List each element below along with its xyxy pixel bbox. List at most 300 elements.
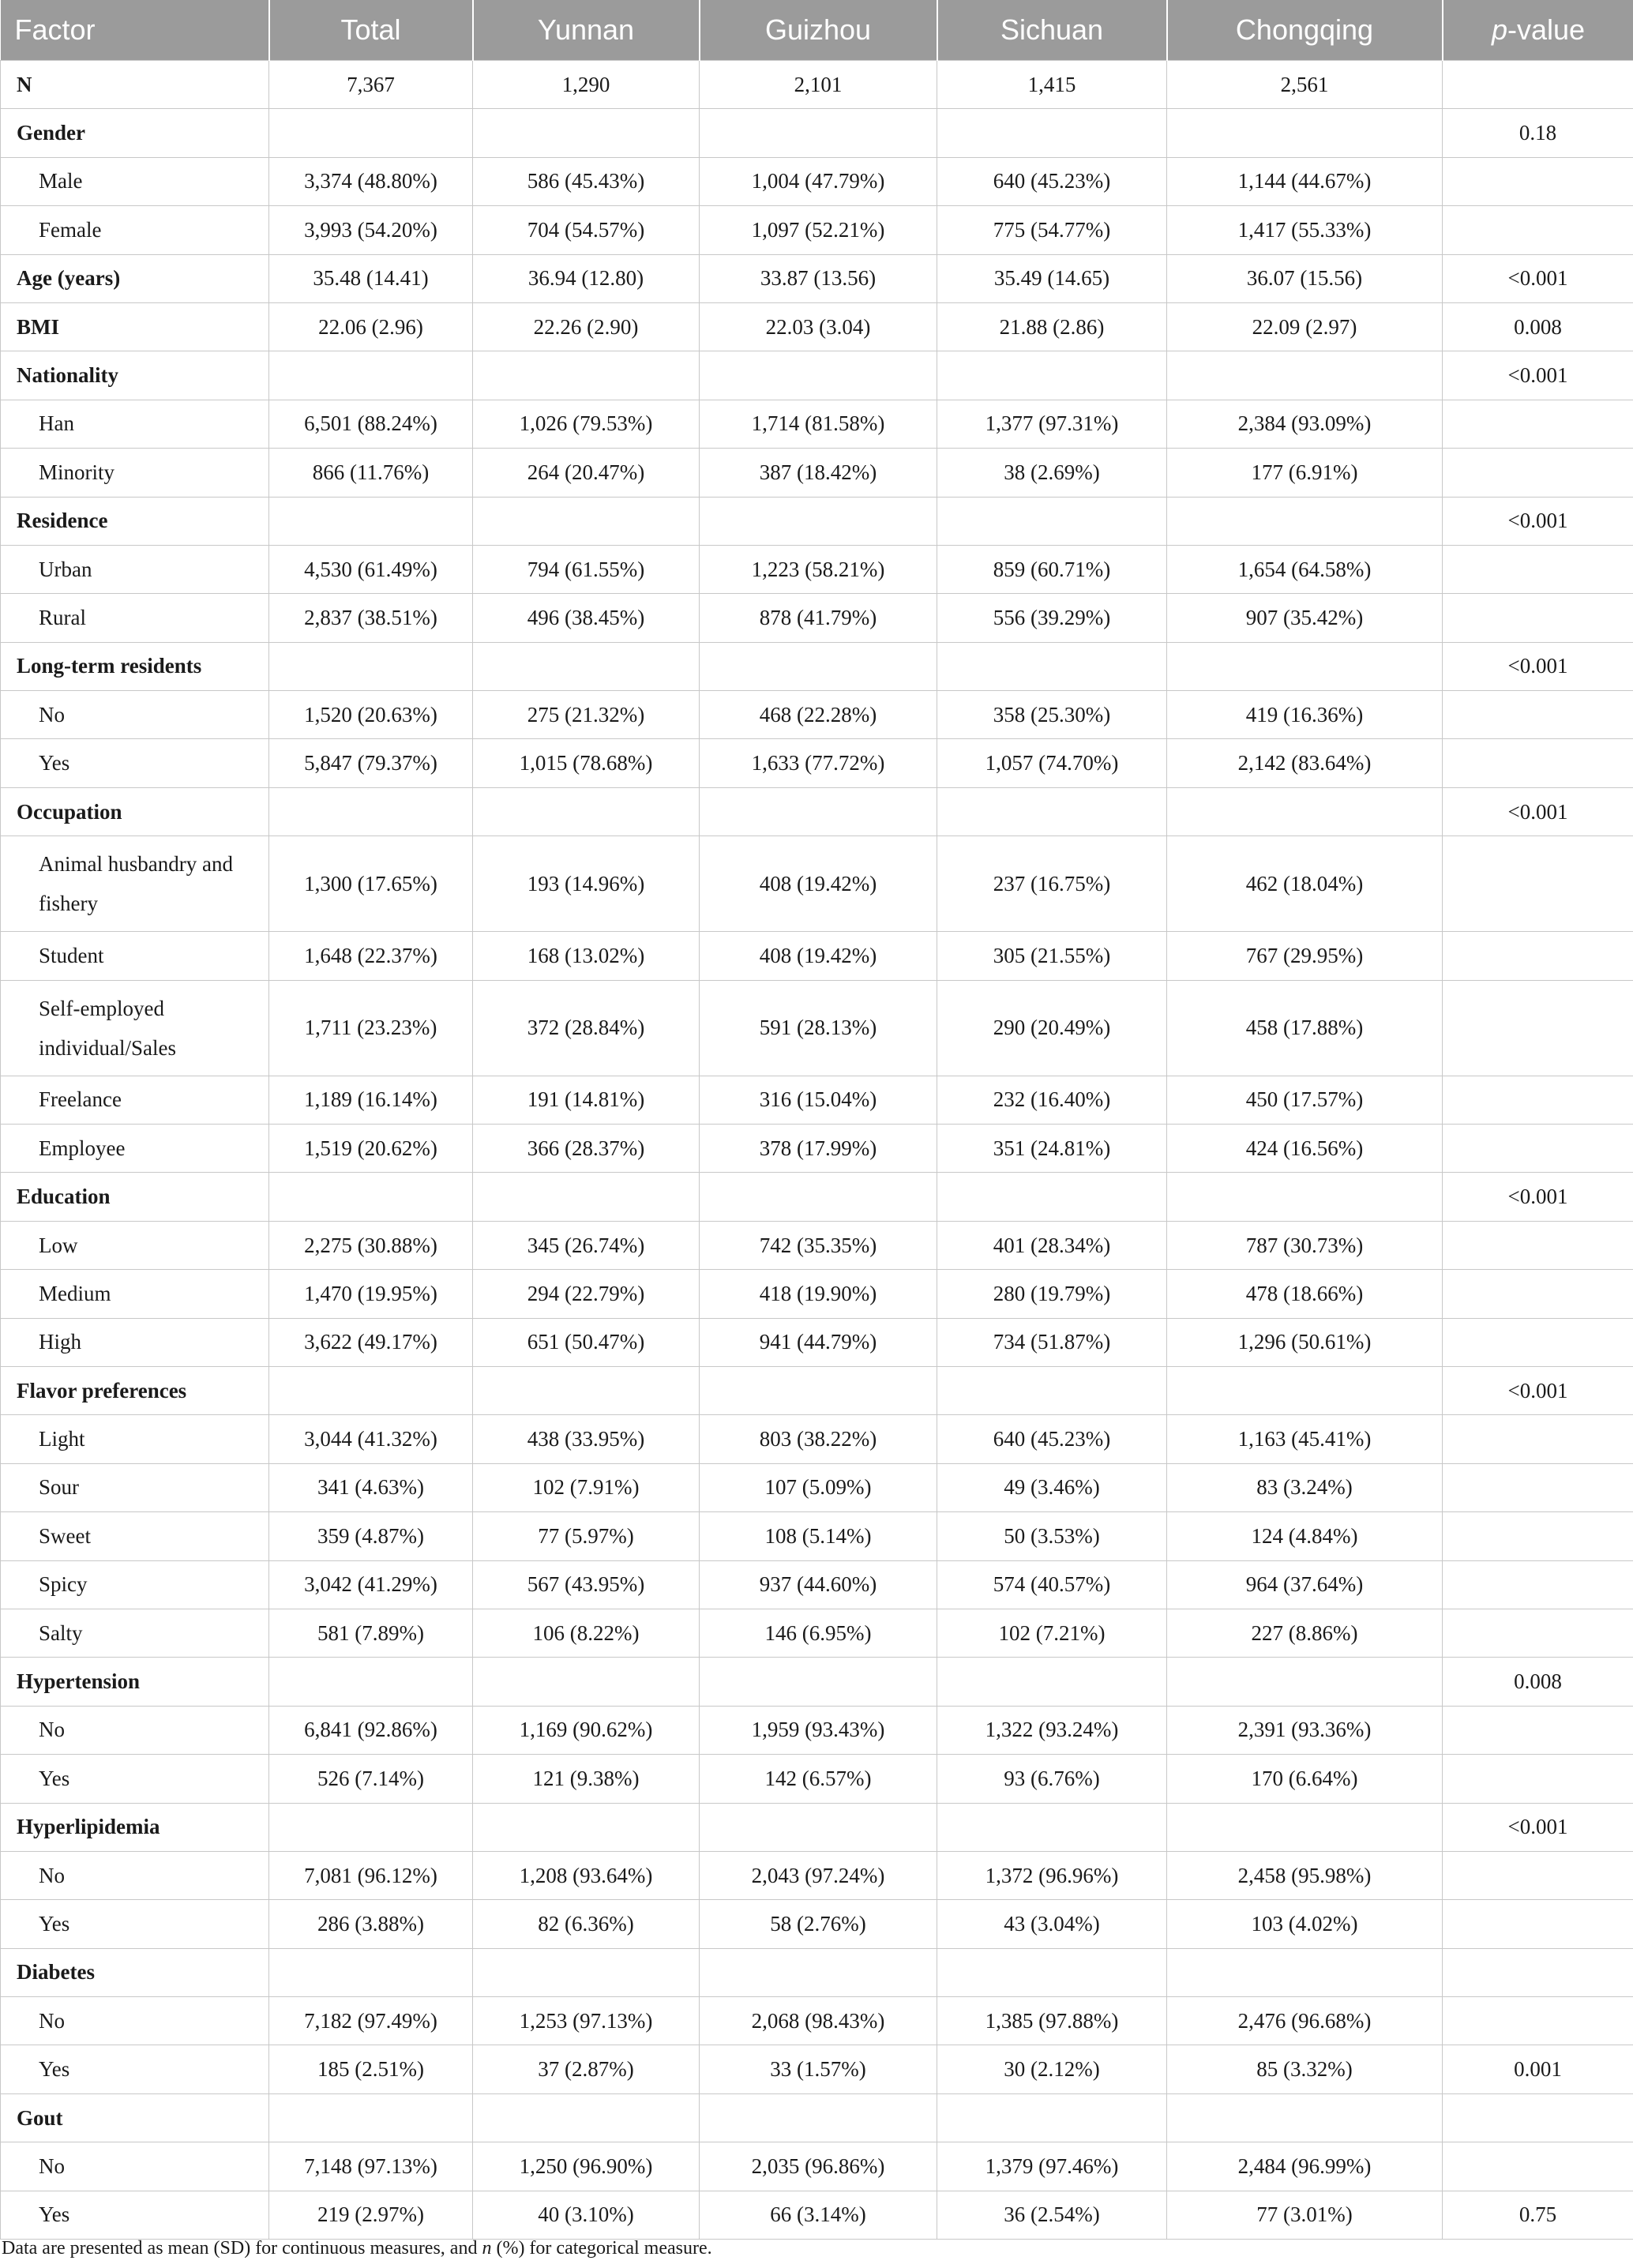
cell-sichuan [937, 1803, 1167, 1851]
table-body [1, 61, 1633, 2240]
header-pvalue [1443, 0, 1633, 61]
cell-pvalue [1443, 1463, 1633, 1511]
cell-sichuan: 93 (6.76%) [937, 1755, 1167, 1803]
cell-total [269, 1366, 473, 1414]
row-label: Student [1, 932, 269, 980]
cell-pvalue: <0.001 [1443, 787, 1633, 835]
cell-yunnan [473, 1366, 700, 1414]
row-label: Female [1, 206, 269, 254]
cell-sichuan [937, 1948, 1167, 1996]
row-label: N [1, 61, 269, 109]
cell-sichuan: 50 (3.53%) [937, 1512, 1167, 1560]
cell-yunnan: 36.94 (12.80) [473, 254, 700, 302]
table-row [1, 932, 1633, 980]
cell-chongqing: 124 (4.84%) [1167, 1512, 1443, 1560]
header-factor: Factor [1, 0, 269, 61]
cell-total: 3,374 (48.80%) [269, 157, 473, 205]
cell-pvalue [1443, 61, 1633, 109]
header-total: Total [269, 0, 473, 61]
cell-guizhou [700, 1173, 937, 1221]
cell-chongqing [1167, 2093, 1443, 2142]
cell-yunnan [473, 351, 700, 400]
cell-total [269, 1803, 473, 1851]
table-row [1, 1463, 1633, 1511]
cell-chongqing: 478 (18.66%) [1167, 1270, 1443, 1318]
cell-sichuan: 35.49 (14.65) [937, 254, 1167, 302]
cell-chongqing: 170 (6.64%) [1167, 1755, 1443, 1803]
cell-sichuan: 21.88 (2.86) [937, 302, 1167, 351]
footnote-part2: (%) for categorical measure. [491, 2238, 712, 2259]
cell-chongqing: 450 (17.57%) [1167, 1076, 1443, 1124]
row-label: Gender [1, 109, 269, 157]
cell-pvalue: <0.001 [1443, 351, 1633, 400]
row-label: Male [1, 157, 269, 205]
cell-guizhou [700, 109, 937, 157]
cell-guizhou: 316 (15.04%) [700, 1076, 937, 1124]
table-row [1, 1706, 1633, 1754]
row-label: No [1, 691, 269, 739]
row-label: Long-term residents [1, 642, 269, 690]
footnote-part1: Data are presented as mean (SD) for continuous measures, and [2, 2238, 482, 2259]
cell-pvalue [1443, 739, 1633, 787]
cell-total: 4,530 (61.49%) [269, 545, 473, 593]
cell-sichuan [937, 497, 1167, 545]
cell-sichuan [937, 1658, 1167, 1706]
cell-chongqing: 83 (3.24%) [1167, 1463, 1443, 1511]
cell-sichuan: 38 (2.69%) [937, 449, 1167, 497]
cell-chongqing: 462 (18.04%) [1167, 836, 1443, 932]
cell-chongqing [1167, 1658, 1443, 1706]
cell-total [269, 2093, 473, 2142]
table-row [1, 1366, 1633, 1414]
row-label: Self-employed individual/Sales [1, 980, 269, 1076]
cell-yunnan: 193 (14.96%) [473, 836, 700, 932]
cell-yunnan: 275 (21.32%) [473, 691, 700, 739]
cell-chongqing: 2,458 (95.98%) [1167, 1851, 1443, 1899]
table-row [1, 2045, 1633, 2093]
cell-pvalue [1443, 1948, 1633, 1996]
cell-sichuan: 640 (45.23%) [937, 157, 1167, 205]
cell-sichuan [937, 1366, 1167, 1414]
cell-sichuan: 49 (3.46%) [937, 1463, 1167, 1511]
cell-pvalue: <0.001 [1443, 1173, 1633, 1221]
cell-guizhou: 378 (17.99%) [700, 1125, 937, 1173]
row-label: Minority [1, 449, 269, 497]
header-sichuan: Sichuan [937, 0, 1167, 61]
table-row [1, 1900, 1633, 1948]
cell-guizhou: 1,097 (52.21%) [700, 206, 937, 254]
cell-yunnan: 37 (2.87%) [473, 2045, 700, 2093]
cell-total: 6,841 (92.86%) [269, 1706, 473, 1754]
table-row [1, 691, 1633, 739]
cell-total: 219 (2.97%) [269, 2191, 473, 2239]
cell-pvalue [1443, 1997, 1633, 2045]
table-row [1, 1997, 1633, 2045]
cell-pvalue [1443, 1851, 1633, 1899]
table-row [1, 497, 1633, 545]
table-row [1, 2093, 1633, 2142]
cell-chongqing: 1,654 (64.58%) [1167, 545, 1443, 593]
cell-pvalue [1443, 1609, 1633, 1657]
cell-chongqing: 419 (16.36%) [1167, 691, 1443, 739]
cell-sichuan: 859 (60.71%) [937, 545, 1167, 593]
cell-yunnan: 794 (61.55%) [473, 545, 700, 593]
cell-sichuan: 351 (24.81%) [937, 1125, 1167, 1173]
cell-chongqing [1167, 787, 1443, 835]
cell-pvalue: <0.001 [1443, 642, 1633, 690]
cell-pvalue [1443, 836, 1633, 932]
cell-sichuan: 290 (20.49%) [937, 980, 1167, 1076]
row-label: Flavor preferences [1, 1366, 269, 1414]
table-row [1, 1851, 1633, 1899]
cell-pvalue: 0.008 [1443, 302, 1633, 351]
cell-guizhou: 2,043 (97.24%) [700, 1851, 937, 1899]
row-label: Yes [1, 739, 269, 787]
cell-chongqing: 2,561 [1167, 61, 1443, 109]
cell-pvalue [1443, 449, 1633, 497]
cell-chongqing: 103 (4.02%) [1167, 1900, 1443, 1948]
row-label: Yes [1, 2191, 269, 2239]
row-label: Low [1, 1221, 269, 1269]
row-label: Nationality [1, 351, 269, 400]
cell-total [269, 1948, 473, 1996]
row-label: Light [1, 1415, 269, 1463]
cell-total: 1,519 (20.62%) [269, 1125, 473, 1173]
cell-guizhou [700, 787, 937, 835]
cell-guizhou: 58 (2.76%) [700, 1900, 937, 1948]
cell-chongqing: 458 (17.88%) [1167, 980, 1443, 1076]
cell-sichuan [937, 351, 1167, 400]
cell-total: 1,520 (20.63%) [269, 691, 473, 739]
cell-sichuan [937, 642, 1167, 690]
cell-total: 286 (3.88%) [269, 1900, 473, 1948]
cell-yunnan: 1,250 (96.90%) [473, 2142, 700, 2191]
cell-yunnan: 102 (7.91%) [473, 1463, 700, 1511]
cell-chongqing: 2,142 (83.64%) [1167, 739, 1443, 787]
cell-guizhou: 418 (19.90%) [700, 1270, 937, 1318]
header-chongqing: Chongqing [1167, 0, 1443, 61]
cell-pvalue [1443, 1415, 1633, 1463]
cell-guizhou: 878 (41.79%) [700, 594, 937, 642]
cell-yunnan: 106 (8.22%) [473, 1609, 700, 1657]
cell-guizhou: 941 (44.79%) [700, 1318, 937, 1366]
cell-total: 1,470 (19.95%) [269, 1270, 473, 1318]
cell-sichuan: 1,322 (93.24%) [937, 1706, 1167, 1754]
cell-total [269, 109, 473, 157]
cell-pvalue [1443, 1706, 1633, 1754]
cell-yunnan [473, 497, 700, 545]
cell-total: 5,847 (79.37%) [269, 739, 473, 787]
cell-yunnan: 438 (33.95%) [473, 1415, 700, 1463]
cell-total: 866 (11.76%) [269, 449, 473, 497]
cell-guizhou: 107 (5.09%) [700, 1463, 937, 1511]
cell-chongqing: 907 (35.42%) [1167, 594, 1443, 642]
table-row [1, 400, 1633, 448]
table-row [1, 836, 1633, 932]
cell-total: 35.48 (14.41) [269, 254, 473, 302]
row-label: High [1, 1318, 269, 1366]
cell-chongqing: 2,484 (96.99%) [1167, 2142, 1443, 2191]
cell-pvalue [1443, 1900, 1633, 1948]
table-row [1, 351, 1633, 400]
header-row [1, 0, 1633, 61]
cell-pvalue: 0.008 [1443, 1658, 1633, 1706]
cell-yunnan: 366 (28.37%) [473, 1125, 700, 1173]
table-row [1, 1221, 1633, 1269]
cell-total: 3,042 (41.29%) [269, 1560, 473, 1609]
cell-pvalue [1443, 1221, 1633, 1269]
cell-yunnan: 345 (26.74%) [473, 1221, 700, 1269]
header-pvalue-p: p [1491, 13, 1507, 46]
cell-total: 185 (2.51%) [269, 2045, 473, 2093]
cell-guizhou: 1,633 (77.72%) [700, 739, 937, 787]
cell-chongqing [1167, 642, 1443, 690]
cell-chongqing [1167, 1803, 1443, 1851]
table-row [1, 1270, 1633, 1318]
cell-yunnan [473, 109, 700, 157]
cell-yunnan: 1,253 (97.13%) [473, 1997, 700, 2045]
cell-pvalue [1443, 206, 1633, 254]
row-label: Occupation [1, 787, 269, 835]
header-guizhou: Guizhou [700, 0, 937, 61]
cell-pvalue [1443, 1076, 1633, 1124]
cell-pvalue [1443, 1755, 1633, 1803]
cell-guizhou: 591 (28.13%) [700, 980, 937, 1076]
cell-sichuan: 1,372 (96.96%) [937, 1851, 1167, 1899]
cell-guizhou: 1,714 (81.58%) [700, 400, 937, 448]
row-label: Medium [1, 1270, 269, 1318]
table-row [1, 1076, 1633, 1124]
cell-guizhou: 468 (22.28%) [700, 691, 937, 739]
cell-chongqing [1167, 497, 1443, 545]
table-row [1, 2191, 1633, 2239]
cell-chongqing: 77 (3.01%) [1167, 2191, 1443, 2239]
row-label: Rural [1, 594, 269, 642]
cell-sichuan [937, 109, 1167, 157]
row-label: Age (years) [1, 254, 269, 302]
cell-sichuan: 30 (2.12%) [937, 2045, 1167, 2093]
row-label: Sweet [1, 1512, 269, 1560]
table-row [1, 1512, 1633, 1560]
cell-yunnan: 1,026 (79.53%) [473, 400, 700, 448]
row-label: Yes [1, 1900, 269, 1948]
cell-yunnan: 121 (9.38%) [473, 1755, 700, 1803]
cell-yunnan [473, 1173, 700, 1221]
table-row [1, 1803, 1633, 1851]
cell-pvalue [1443, 594, 1633, 642]
cell-chongqing: 2,384 (93.09%) [1167, 400, 1443, 448]
row-label: Gout [1, 2093, 269, 2142]
cell-sichuan: 1,385 (97.88%) [937, 1997, 1167, 2045]
row-label: BMI [1, 302, 269, 351]
row-label: Sour [1, 1463, 269, 1511]
cell-total: 581 (7.89%) [269, 1609, 473, 1657]
cell-chongqing: 85 (3.32%) [1167, 2045, 1443, 2093]
row-label: Spicy [1, 1560, 269, 1609]
row-label: No [1, 2142, 269, 2191]
cell-chongqing: 1,417 (55.33%) [1167, 206, 1443, 254]
cell-guizhou: 408 (19.42%) [700, 836, 937, 932]
cell-total: 2,275 (30.88%) [269, 1221, 473, 1269]
cell-total: 3,993 (54.20%) [269, 206, 473, 254]
table-row [1, 254, 1633, 302]
cell-guizhou: 1,223 (58.21%) [700, 545, 937, 593]
table-row [1, 157, 1633, 205]
table-row [1, 1609, 1633, 1657]
cell-pvalue [1443, 1318, 1633, 1366]
row-label: Diabetes [1, 1948, 269, 1996]
cell-pvalue [1443, 2142, 1633, 2191]
table-row [1, 61, 1633, 109]
cell-sichuan: 734 (51.87%) [937, 1318, 1167, 1366]
table-row [1, 1125, 1633, 1173]
cell-pvalue [1443, 1270, 1633, 1318]
table-row [1, 2142, 1633, 2191]
cell-chongqing: 767 (29.95%) [1167, 932, 1443, 980]
cell-guizhou [700, 1948, 937, 1996]
cell-total: 1,300 (17.65%) [269, 836, 473, 932]
cell-guizhou [700, 1366, 937, 1414]
cell-chongqing: 22.09 (2.97) [1167, 302, 1443, 351]
cell-total: 3,044 (41.32%) [269, 1415, 473, 1463]
cell-chongqing: 787 (30.73%) [1167, 1221, 1443, 1269]
cell-yunnan [473, 787, 700, 835]
cell-chongqing: 177 (6.91%) [1167, 449, 1443, 497]
row-label: Education [1, 1173, 269, 1221]
cell-chongqing [1167, 1948, 1443, 1996]
cell-yunnan [473, 2093, 700, 2142]
cell-pvalue [1443, 1512, 1633, 1560]
cell-chongqing: 2,476 (96.68%) [1167, 1997, 1443, 2045]
cell-pvalue: <0.001 [1443, 497, 1633, 545]
cell-yunnan: 651 (50.47%) [473, 1318, 700, 1366]
cell-guizhou: 142 (6.57%) [700, 1755, 937, 1803]
cell-total: 1,189 (16.14%) [269, 1076, 473, 1124]
table-row [1, 1173, 1633, 1221]
cell-pvalue [1443, 1125, 1633, 1173]
table-row [1, 739, 1633, 787]
cell-yunnan: 191 (14.81%) [473, 1076, 700, 1124]
cell-yunnan: 82 (6.36%) [473, 1900, 700, 1948]
cell-pvalue [1443, 545, 1633, 593]
row-label: Urban [1, 545, 269, 593]
cell-pvalue: <0.001 [1443, 1803, 1633, 1851]
cell-guizhou: 2,068 (98.43%) [700, 1997, 937, 2045]
cell-total: 22.06 (2.96) [269, 302, 473, 351]
cell-pvalue: <0.001 [1443, 254, 1633, 302]
row-label: Freelance [1, 1076, 269, 1124]
cell-sichuan: 102 (7.21%) [937, 1609, 1167, 1657]
cell-yunnan [473, 1948, 700, 1996]
header-pvalue-rest: -value [1507, 13, 1586, 46]
cell-guizhou: 2,101 [700, 61, 937, 109]
footnote-n: n [482, 2238, 492, 2259]
cell-yunnan [473, 1658, 700, 1706]
row-label: No [1, 1851, 269, 1899]
cell-yunnan: 264 (20.47%) [473, 449, 700, 497]
cell-sichuan [937, 2093, 1167, 2142]
table-row [1, 594, 1633, 642]
cell-guizhou [700, 1658, 937, 1706]
cell-total: 359 (4.87%) [269, 1512, 473, 1560]
cell-guizhou: 22.03 (3.04) [700, 302, 937, 351]
row-label: Han [1, 400, 269, 448]
cell-chongqing: 36.07 (15.56) [1167, 254, 1443, 302]
table-row [1, 109, 1633, 157]
cell-yunnan: 567 (43.95%) [473, 1560, 700, 1609]
cell-sichuan [937, 1173, 1167, 1221]
cell-pvalue [1443, 400, 1633, 448]
cell-total [269, 787, 473, 835]
cell-total [269, 351, 473, 400]
table-row [1, 1415, 1633, 1463]
cell-pvalue [1443, 2093, 1633, 2142]
cell-yunnan: 1,169 (90.62%) [473, 1706, 700, 1754]
cell-sichuan: 1,377 (97.31%) [937, 400, 1167, 448]
cell-total: 526 (7.14%) [269, 1755, 473, 1803]
table-footnote [2, 2238, 712, 2259]
cell-guizhou: 1,959 (93.43%) [700, 1706, 937, 1754]
cell-sichuan: 574 (40.57%) [937, 1560, 1167, 1609]
cell-yunnan: 22.26 (2.90) [473, 302, 700, 351]
row-label: No [1, 1706, 269, 1754]
cell-yunnan: 586 (45.43%) [473, 157, 700, 205]
cell-sichuan: 358 (25.30%) [937, 691, 1167, 739]
cell-sichuan: 305 (21.55%) [937, 932, 1167, 980]
cell-sichuan: 1,415 [937, 61, 1167, 109]
cell-total: 1,711 (23.23%) [269, 980, 473, 1076]
cell-chongqing [1167, 109, 1443, 157]
cell-pvalue [1443, 157, 1633, 205]
cell-guizhou: 2,035 (96.86%) [700, 2142, 937, 2191]
cell-guizhou: 937 (44.60%) [700, 1560, 937, 1609]
cell-chongqing [1167, 351, 1443, 400]
cell-guizhou: 803 (38.22%) [700, 1415, 937, 1463]
cell-chongqing: 1,144 (44.67%) [1167, 157, 1443, 205]
cell-pvalue [1443, 1560, 1633, 1609]
cell-yunnan: 40 (3.10%) [473, 2191, 700, 2239]
table-row [1, 787, 1633, 835]
cell-guizhou: 33.87 (13.56) [700, 254, 937, 302]
cell-guizhou [700, 497, 937, 545]
table-row [1, 980, 1633, 1076]
cell-yunnan: 1,015 (78.68%) [473, 739, 700, 787]
cell-sichuan: 36 (2.54%) [937, 2191, 1167, 2239]
header-yunnan: Yunnan [473, 0, 700, 61]
cell-chongqing: 1,163 (45.41%) [1167, 1415, 1443, 1463]
cell-guizhou [700, 2093, 937, 2142]
row-label: Employee [1, 1125, 269, 1173]
cell-chongqing: 964 (37.64%) [1167, 1560, 1443, 1609]
row-label: Hypertension [1, 1658, 269, 1706]
cell-yunnan: 77 (5.97%) [473, 1512, 700, 1560]
cell-guizhou: 1,004 (47.79%) [700, 157, 937, 205]
cell-total: 7,148 (97.13%) [269, 2142, 473, 2191]
table-header [1, 0, 1633, 61]
cell-pvalue [1443, 691, 1633, 739]
cell-total: 341 (4.63%) [269, 1463, 473, 1511]
cell-yunnan: 1,208 (93.64%) [473, 1851, 700, 1899]
cell-chongqing: 1,296 (50.61%) [1167, 1318, 1443, 1366]
cell-guizhou: 387 (18.42%) [700, 449, 937, 497]
table-row [1, 449, 1633, 497]
cell-pvalue: <0.001 [1443, 1366, 1633, 1414]
cell-chongqing: 227 (8.86%) [1167, 1609, 1443, 1657]
cell-yunnan [473, 642, 700, 690]
cell-total: 2,837 (38.51%) [269, 594, 473, 642]
row-label: Animal husbandry and fishery [1, 836, 269, 932]
row-label: Salty [1, 1609, 269, 1657]
